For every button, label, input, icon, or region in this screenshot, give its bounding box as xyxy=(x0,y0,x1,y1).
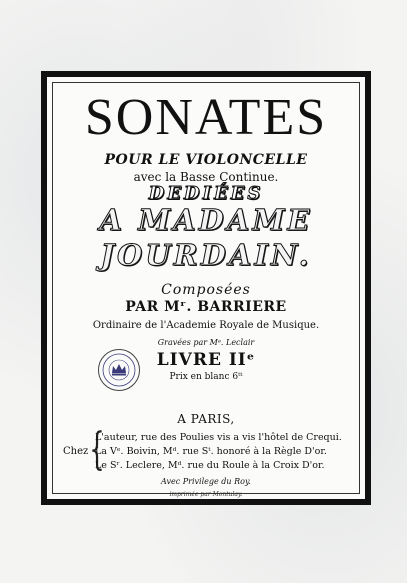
composer-title: Ordinaire de l'Academie Royale de Musique. xyxy=(92,320,320,331)
subtitle-basse: avec la Basse Continue. xyxy=(133,170,279,184)
dedicatee-line-2: JOURDAIN. xyxy=(100,238,312,272)
book-number: LIVRE IIᵉ xyxy=(156,350,256,370)
privilege: Avec Privilege du Roy. xyxy=(161,477,251,486)
chez-label: Chez xyxy=(63,446,89,457)
printer-credit: imprimée par Montulay. xyxy=(169,491,243,498)
dedicatee-line-1: A MADAME xyxy=(99,203,313,237)
dedication-label: DEDIÉES xyxy=(148,183,264,204)
library-stamp xyxy=(98,349,140,391)
seller-address: L'auteur, rue des Poulies vis a vis l'hôtel de Crequi. xyxy=(95,432,342,443)
brace-icon: { xyxy=(89,424,105,475)
seller-address: Le Sʳ. Leclere, Mᵈ. rue du Roule à la Croix D'or. xyxy=(95,460,325,471)
city: A PARIS, xyxy=(177,412,235,426)
title-page-frame xyxy=(41,71,371,505)
price: Prix en blanc 6ᵗᵗ xyxy=(169,372,243,382)
sellers-block xyxy=(63,424,363,475)
seller-address: La Vᵉ. Boivin, Mᵈ. rue Sᵗ. honoré à la Règle D'or. xyxy=(95,446,327,457)
title: SONATES xyxy=(84,89,328,146)
composer-name: PAR Mʳ. BARRIERE xyxy=(125,299,287,315)
engraver-credit: Gravées par Mᵉ. Leclair xyxy=(157,338,255,347)
composed-label: Composées xyxy=(161,282,251,298)
crown-icon xyxy=(101,352,137,388)
subtitle-instrument: POUR LE VIOLONCELLE xyxy=(104,152,308,168)
